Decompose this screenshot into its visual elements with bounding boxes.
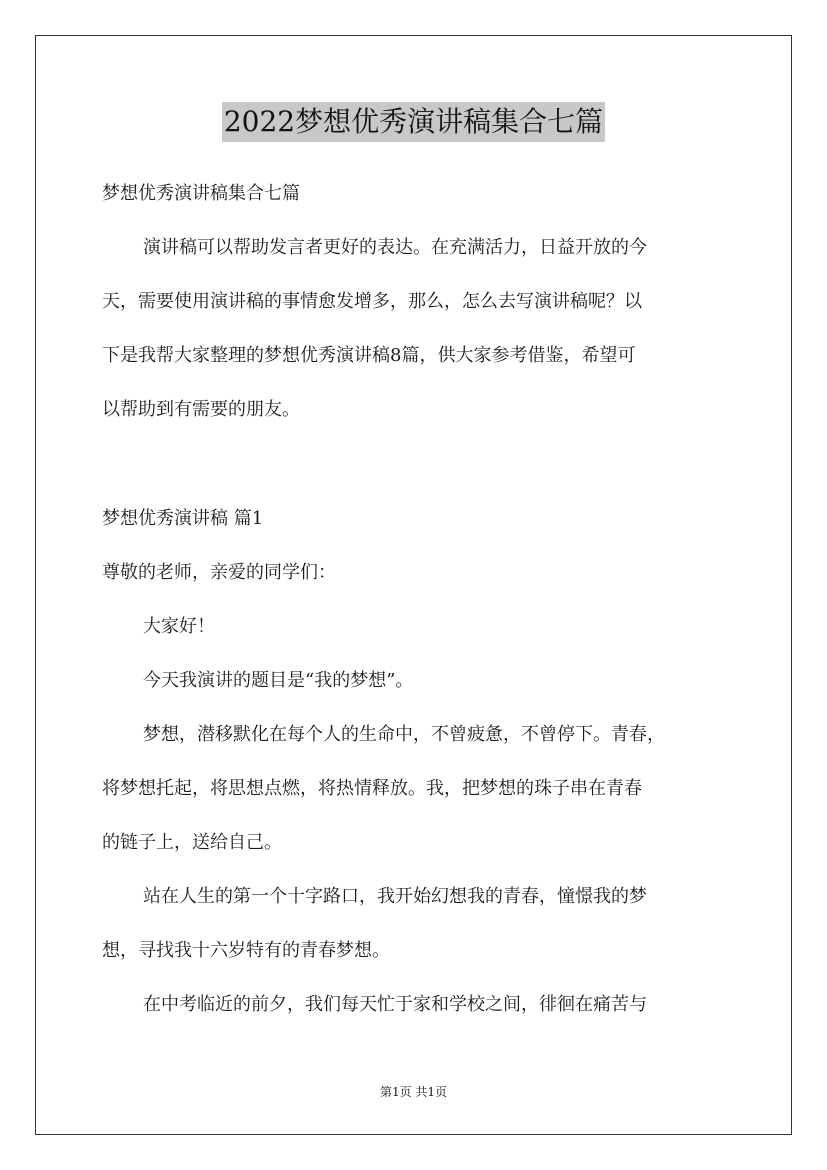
subtitle: 梦想优秀演讲稿集合七篇 xyxy=(102,183,300,204)
paragraph-line: 梦想，潜移默化在每个人的生命中，不曾疲惫，不曾停下。青春， xyxy=(143,724,665,745)
salutation-line: 尊敬的老师，亲爱的同学们： xyxy=(102,562,336,583)
paragraph-line: 将梦想托起，将思想点燃，将热情释放。我，把梦想的珠子串在青春 xyxy=(102,778,642,799)
paragraph-line: 的链子上，送给自己。 xyxy=(102,832,282,853)
paragraph-line: 站在人生的第一个十字路口，我开始幻想我的青春，憧憬我的梦 xyxy=(143,886,647,907)
paragraph-line: 以帮助到有需要的朋友。 xyxy=(102,399,300,420)
paragraph-line: 演讲稿可以帮助发言者更好的表达。在充满活力，日益开放的今 xyxy=(143,237,647,258)
title-container xyxy=(0,102,827,142)
paragraph-line: 下是我帮大家整理的梦想优秀演讲稿8篇，供大家参考借鉴，希望可 xyxy=(102,345,636,366)
paragraph-line: 在中考临近的前夕，我们每天忙于家和学校之间，徘徊在痛苦与 xyxy=(143,994,647,1015)
paragraph-line: 大家好！ xyxy=(143,616,215,637)
page-number-footer: 第1页 共1页 xyxy=(379,1085,448,1099)
section-heading: 梦想优秀演讲稿 篇1 xyxy=(102,508,264,529)
paragraph-line: 今天我演讲的题目是“我的梦想”。 xyxy=(143,670,414,691)
paragraph-line: 天，需要使用演讲稿的事情愈发增多，那么，怎么去写演讲稿呢？以 xyxy=(102,291,642,312)
paragraph-line: 想，寻找我十六岁特有的青春梦想。 xyxy=(102,940,390,961)
document-title: 2022梦想优秀演讲稿集合七篇 xyxy=(222,102,605,142)
